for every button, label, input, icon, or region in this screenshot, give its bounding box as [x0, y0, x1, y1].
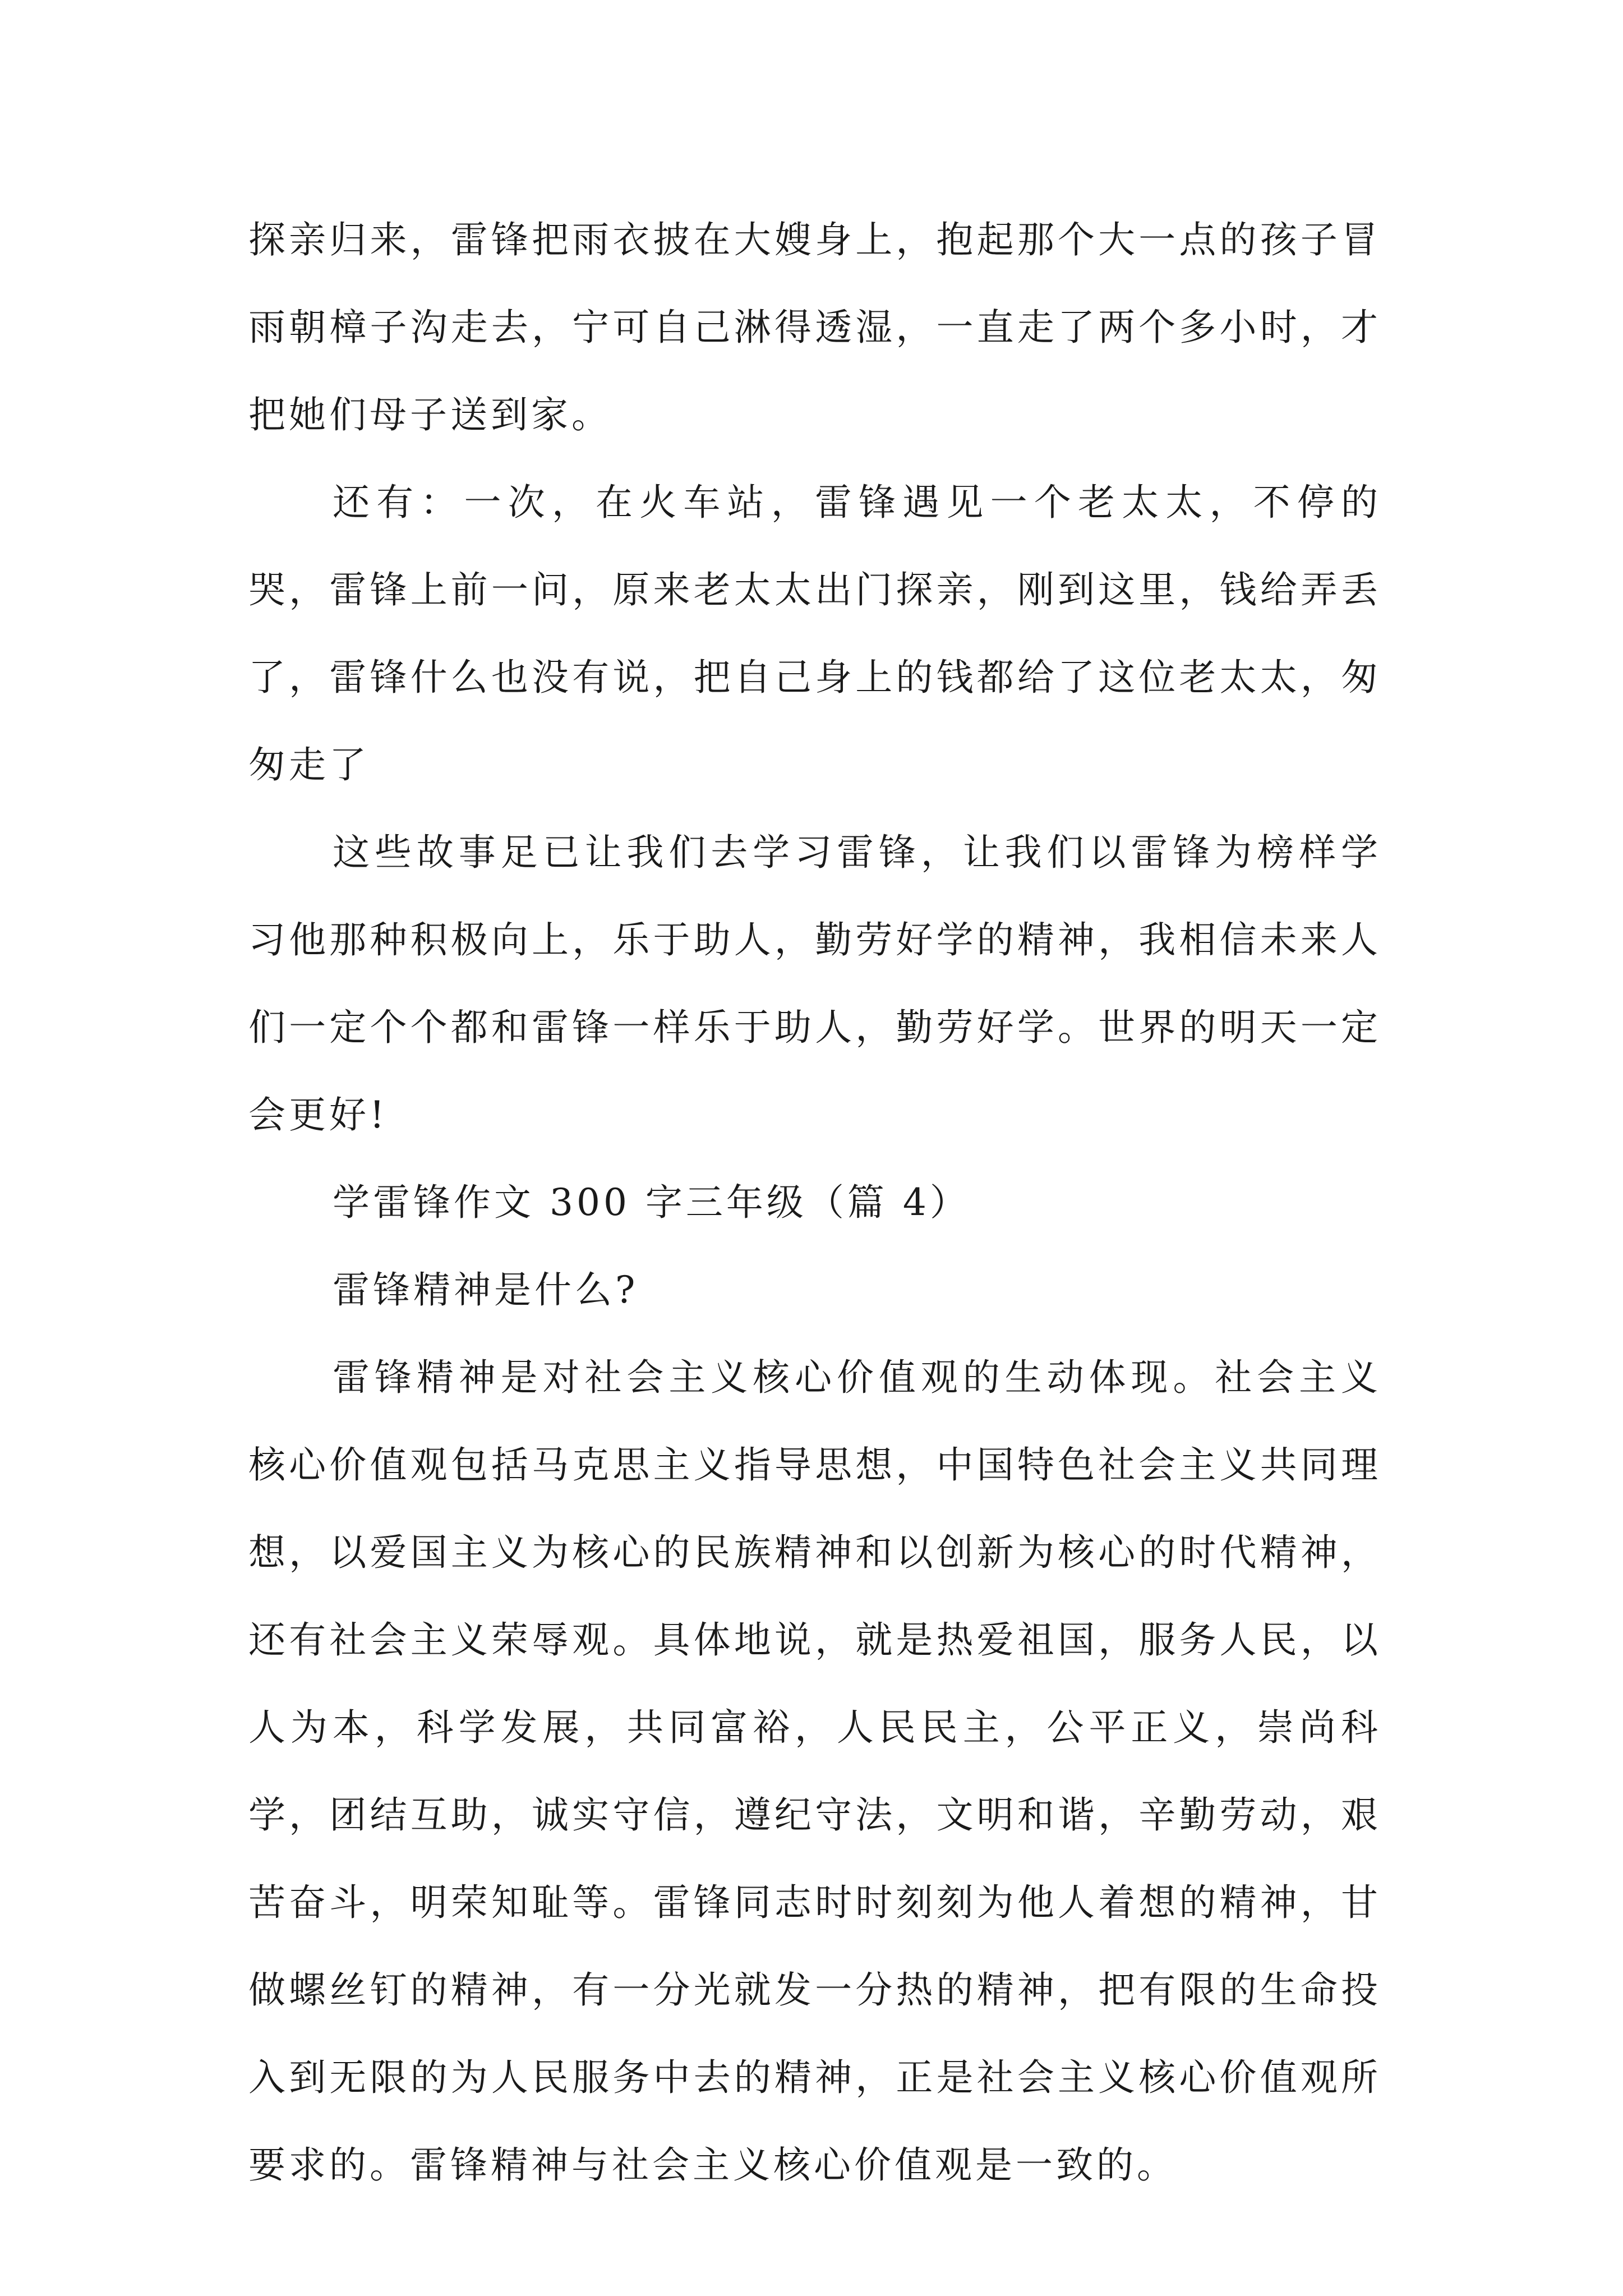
paragraph-lei-feng-spirit: 雷锋精神是对社会主义核心价值观的生动体现。社会主义核心价值观包括马克思主义指导思想，中国特色社会主义共同理想，以爱国主义为核心的民族精神和以创新为核心的时代精神，还有社会主义荣辱观。具体地说，就是热爱祖国，服务人民，以人为本，科学发展，共同富裕，人民民主，公平正义，崇尚科学，团结互助，诚实守信，遵纪守法，文明和谐，辛勤劳动，艰苦奋斗，明荣知耻等。雷锋同志时时刻刻为他人着想的精神，甘做螺丝钉的精神，有一分光就发一分热的精神，把有限的生命投入到无限的为人民服务中去的精神，正是社会主义核心价值观所要求的。雷锋精神与社会主义核心价值观是一致的。 [248, 1356, 1381, 2187]
paragraph-conclusion: 这些故事足已让我们去学习雷锋，让我们以雷锋为榜样学习他那种积极向上，乐于助人，勤劳好学的精神，我相信未来人们一定个个都和雷锋一样乐于助人，勤劳好学。世界的明天一定会更好! [248, 831, 1381, 1137]
paragraph-story-train-station: 还有：一次，在火车站，雷锋遇见一个老太太，不停的哭，雷锋上前一问，原来老太太出门探亲，刚到这里，钱给弄丢了，雷锋什么也没有说，把自己身上的钱都给了这位老太太，匆匆走了 [248, 481, 1381, 786]
section-heading: 学雷锋作文 300 字三年级（篇 4） [333, 1181, 970, 1224]
paragraph-story-rain: 探亲归来，雷锋把雨衣披在大嫂身上，抱起那个大一点的孩子冒雨朝樟子沟走去，宁可自己淋得透湿，一直走了两个多小时，才把她们母子送到家。 [248, 218, 1381, 436]
document-body [248, 196, 1381, 2209]
section-question: 雷锋精神是什么? [333, 1268, 639, 1312]
